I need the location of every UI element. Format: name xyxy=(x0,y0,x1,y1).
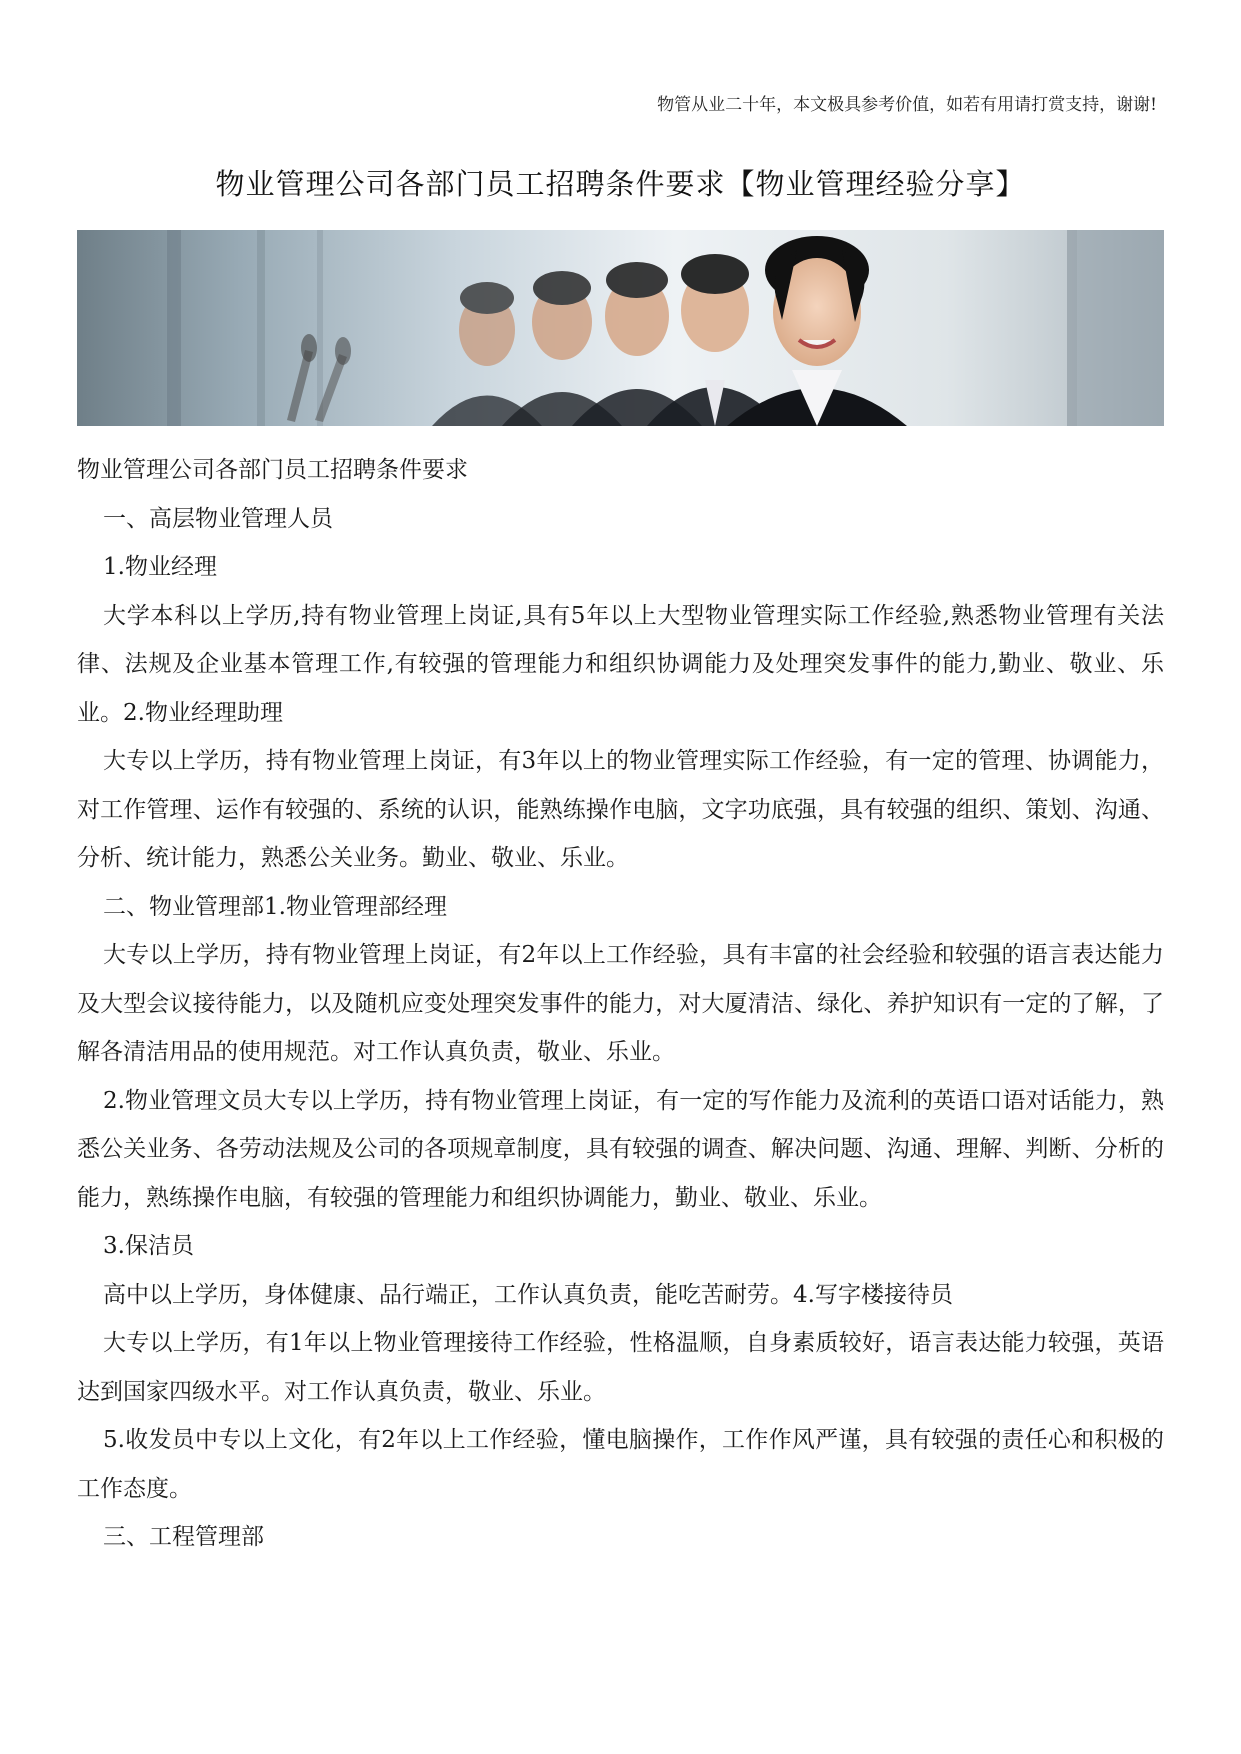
section-heading: 二、物业管理部1.物业管理部经理 xyxy=(103,893,447,920)
banner-image xyxy=(77,230,1164,426)
paragraph: 大专以上学历，持有物业管理上岗证，有3年以上的物业管理实际工作经验，有一定的管理、协调能力，对工作管理、运作有较强的、系统的认识，能熟练操作电脑，文字功底强，具有较强的组织、策划、沟通、分析、统计能力，熟悉公关业务。勤业、敬业、乐业。 xyxy=(77,748,1164,871)
header-note: 物管从业二十年，本文极具参考价值，如若有用请打赏支持，谢谢! xyxy=(657,95,1157,115)
item-heading: 1.物业经理 xyxy=(103,554,217,580)
paragraph: 大专以上学历，有1年以上物业管理接待工作经验，性格温顺，自身素质较好，语言表达能力较强，英语达到国家四级水平。对工作认真负责，敬业、乐业。 xyxy=(77,1330,1164,1405)
article-body xyxy=(77,446,1164,1562)
paragraph: 5.收发员中专以上文化，有2年以上工作经验，懂电脑操作，工作作风严谨，具有较强的责任心和积极的工作态度。 xyxy=(77,1427,1164,1502)
paragraph: 2.物业管理文员大专以上学历，持有物业管理上岗证，有一定的写作能力及流利的英语口语对话能力，熟悉公关业务、各劳动法规及公司的各项规章制度，具有较强的调查、解决问题、沟通、理解、判断、分析的能力，熟练操作电脑，有较强的管理能力和组织协调能力，勤业、敬业、乐业。 xyxy=(77,1087,1164,1211)
item-heading: 3.保洁员 xyxy=(103,1233,194,1259)
section-heading: 一、高层物业管理人员 xyxy=(103,505,333,532)
article-subtitle: 物业管理公司各部门员工招聘条件要求 xyxy=(77,457,468,483)
document-title: 物业管理公司各部门员工招聘条件要求【物业管理经验分享】 xyxy=(215,167,1026,201)
paragraph: 高中以上学历，身体健康、品行端正，工作认真负责，能吃苦耐劳。4.写字楼接待员 xyxy=(103,1281,953,1308)
paragraph: 大学本科以上学历,持有物业管理上岗证,具有5年以上大型物业管理实际工作经验,熟悉物业管理有关法律、法规及企业基本管理工作,有较强的管理能力和组织协调能力及处理突发事件的能力,勤业、敬业、乐业。2.物业经理助理 xyxy=(77,602,1164,726)
section-heading: 三、工程管理部 xyxy=(103,1524,264,1550)
paragraph: 大专以上学历，持有物业管理上岗证，有2年以上工作经验，具有丰富的社会经验和较强的语言表达能力及大型会议接待能力，以及随机应变处理突发事件的能力，对大厦清洁、绿化、养护知识有一定的了解，了解各清洁用品的使用规范。对工作认真负责，敬业、乐业。 xyxy=(77,942,1164,1065)
